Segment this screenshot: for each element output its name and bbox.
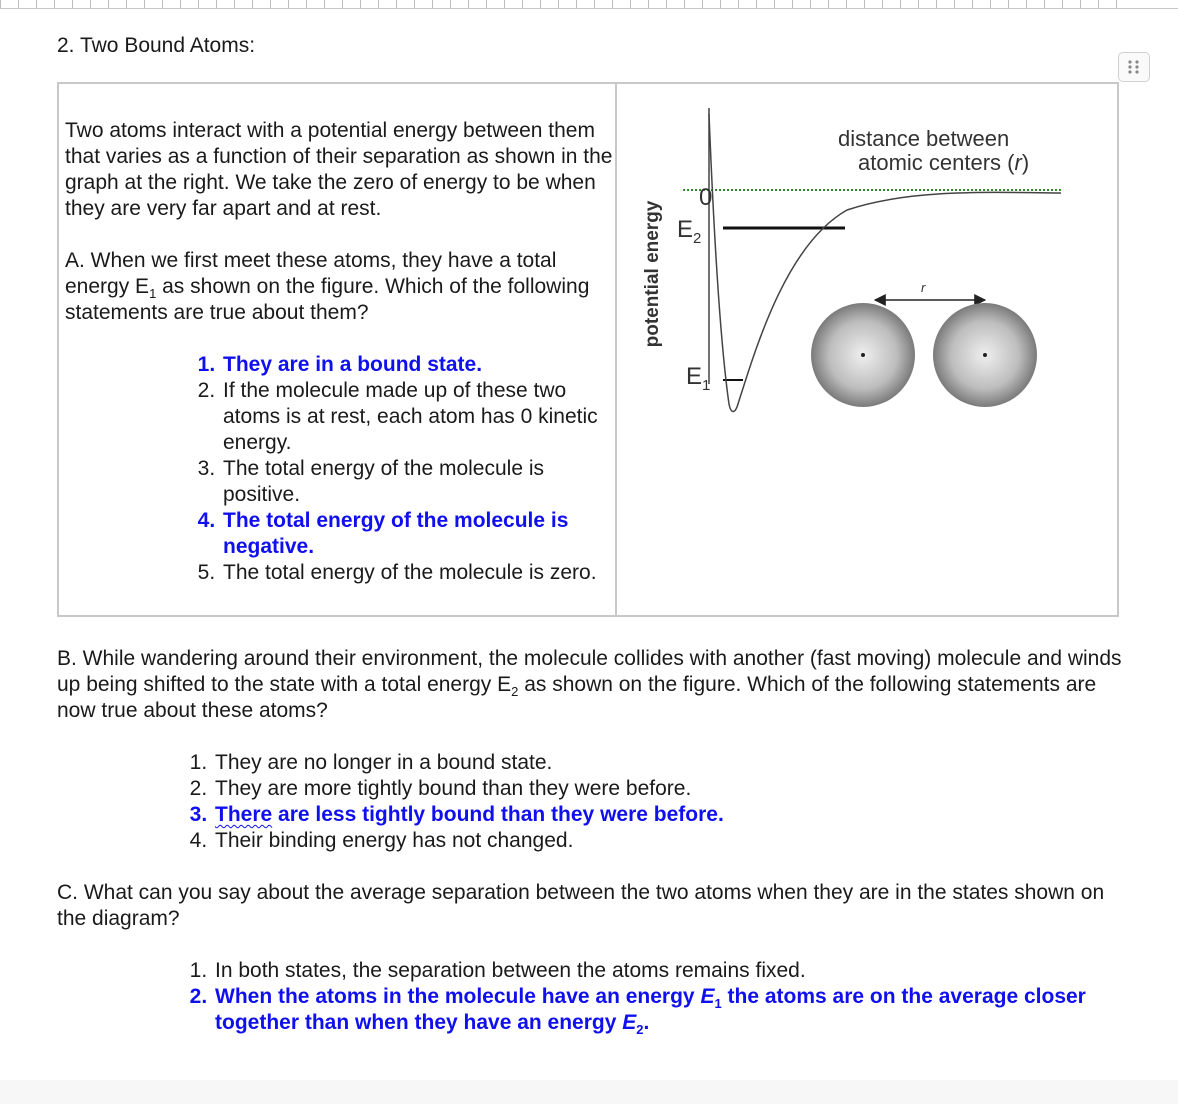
footer-fade [0,1080,1178,1104]
page-title: 2. Two Bound Atoms: [57,34,256,57]
list-item: 2. They are more tightly bound than they were before. [213,776,1127,802]
intro-paragraph: Two atoms interact with a potential energy between them that varies as a function of their separation as shown in the graph at the right. We take the zero of energy to be when they are very far apart and at rest. [65,119,613,220]
potential-energy-figure [617,84,1117,615]
y-axis-label: potential energy [642,200,663,348]
table-handle-button[interactable] [1118,52,1150,82]
atom-left-center [861,353,865,357]
zero-label: 0 [699,184,713,211]
part-a-question: A. When we first meet these atoms, they have a total energy $E_1$ as shown on the figure. Which of the following statements are true about them? [65,249,590,324]
list-item: 1. In both states, the separation between the atoms remains fixed. [213,958,1117,984]
part-b-options [57,750,1127,854]
list-item: 4. The total energy of the molecule is negative. [221,508,615,560]
list-item: 3. The total energy of the molecule is positive. [221,456,615,508]
atom-right-center [983,353,987,357]
list-item: 1. They are no longer in a bound state. [213,750,1127,776]
part-c-section[interactable] [57,880,1127,1036]
x-axis-label-line1: distance between [838,126,1010,151]
spelling-flag[interactable]: There [215,803,273,826]
grid-dots-icon [1126,59,1142,75]
r-label: r [921,280,926,295]
question-table [57,82,1119,617]
top-ruler [0,0,1178,9]
part-b-section[interactable] [57,646,1127,854]
x-axis-label-line2: atomic centers (r) [858,150,1030,175]
part-c-options [57,958,1117,1036]
list-item: 4. Their binding energy has not changed. [213,828,1127,854]
figure-cell [617,84,1117,615]
list-item: 2. If the molecule made up of these two atoms is at rest, each atom has 0 kinetic energy. [221,378,615,456]
part-a-options [65,352,615,586]
part-c-question: C. What can you say about the average separation between the two atoms when they are in the states shown on the diagram? [57,881,1105,930]
list-item: 2. When the atoms in the molecule have an energy $E_1$ the atoms are on the average closer together than when they have an energy $E_2$. [213,984,1117,1036]
e1-label: $E_1$ [686,363,711,394]
table-text-cell[interactable] [59,84,617,615]
list-item: 1. They are in a bound state. [221,352,615,378]
e2-label: $E_2$ [677,216,702,247]
list-item: 5. The total energy of the molecule is zero. [221,560,615,586]
part-b-question: B. While wandering around their environment, the molecule collides with another (fast moving) molecule and winds up being shifted to the state with a total energy $E_2$ as shown on the figure. Which of the following statements are now true about these atoms? [57,647,1122,722]
list-item: 3. There are less tightly bound than they were before. [213,802,1127,828]
